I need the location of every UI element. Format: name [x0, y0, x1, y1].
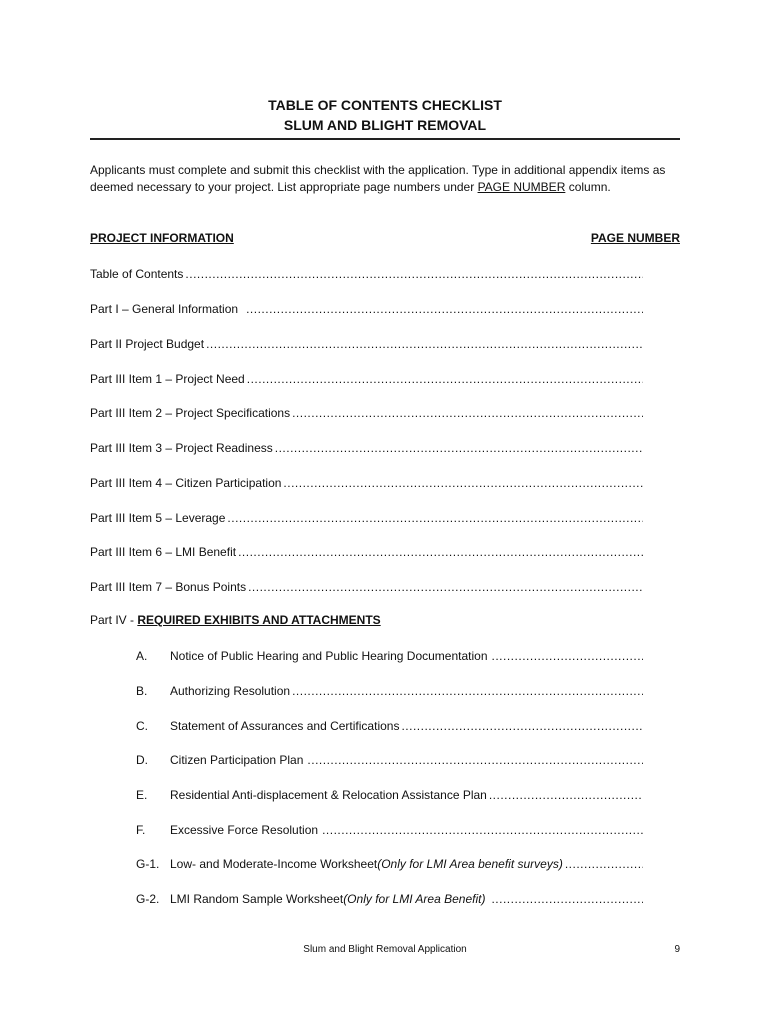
dot-leader: [489, 787, 643, 803]
dot-leader: [275, 440, 643, 456]
exhibit-label: Authorizing Resolution: [170, 684, 291, 698]
exhibit-letter: F.: [136, 823, 146, 837]
exhibit-item: [136, 718, 643, 734]
toc-item-label: Part III Item 6 – LMI Benefit: [90, 545, 237, 559]
dot-leader: [246, 301, 643, 317]
footer-title: Slum and Blight Removal Application: [303, 944, 467, 955]
title-line-1: TABLE OF CONTENTS CHECKLIST: [268, 97, 502, 113]
toc-item-label: Table of Contents: [90, 267, 184, 281]
exhibit-item: [136, 891, 643, 907]
exhibit-label: Citizen Participation Plan: [170, 753, 304, 767]
exhibit-label: LMI Random Sample Worksheet: [170, 892, 344, 906]
toc-item-label: Part III Item 4 – Citizen Participation: [90, 476, 282, 490]
exhibit-label: Residential Anti-displacement & Relocation Assistance Plan: [170, 788, 487, 802]
dot-leader: [292, 683, 643, 699]
toc-item-label: Part III Item 2 – Project Specifications: [90, 406, 291, 420]
intro-text-2: column.: [565, 180, 611, 194]
exhibit-item: [136, 752, 643, 768]
exhibit-letter: G-1.: [136, 857, 160, 871]
exhibit-item: [136, 787, 643, 803]
intro-paragraph: [90, 162, 680, 196]
dot-leader: [307, 752, 643, 768]
dot-leader: [206, 336, 643, 352]
project-information-header: PROJECT INFORMATION: [90, 231, 234, 245]
toc-item-label: Part III Item 1 – Project Need: [90, 372, 245, 386]
title-block: [90, 95, 680, 140]
dot-leader: [238, 544, 643, 560]
column-header-row: [90, 231, 680, 245]
exhibit-note: (Only for LMI Area Benefit): [343, 892, 486, 906]
part-iv-title: REQUIRED EXHIBITS AND ATTACHMENTS: [137, 613, 381, 627]
toc-item-label: Part III Item 5 – Leverage: [90, 511, 226, 525]
exhibit-label: Statement of Assurances and Certifications: [170, 719, 400, 733]
exhibit-letter: A.: [136, 649, 148, 663]
part-iv-prefix: Part IV -: [90, 613, 138, 627]
page-number: 9: [674, 944, 680, 955]
dot-leader: [565, 856, 643, 872]
toc-item: [90, 440, 643, 456]
dot-leader: [283, 475, 643, 491]
toc-item: [90, 475, 643, 491]
toc-item-label: Part III Item 3 – Project Readiness: [90, 441, 273, 455]
exhibit-item: [136, 822, 643, 838]
dot-leader: [227, 510, 643, 526]
toc-item: [90, 510, 643, 526]
toc-item: [90, 336, 643, 352]
toc-item: [90, 266, 643, 282]
toc-item: [90, 405, 643, 421]
dot-leader: [492, 648, 643, 664]
toc-item-label: Part I – General Information: [90, 302, 239, 316]
exhibit-letter: G-2.: [136, 892, 160, 906]
page-number-header: PAGE NUMBER: [590, 231, 680, 245]
dot-leader: [292, 405, 643, 421]
exhibit-label: Low- and Moderate-Income Worksheet: [170, 857, 378, 871]
dot-leader: [185, 266, 643, 282]
intro-underlined: PAGE NUMBER: [477, 180, 566, 194]
exhibit-note: (Only for LMI Area benefit surveys): [377, 857, 563, 871]
toc-item-label: Part II Project Budget: [90, 337, 205, 351]
toc-item: [90, 579, 643, 595]
exhibit-label: Excessive Force Resolution: [170, 823, 319, 837]
part-iv-heading: [90, 613, 381, 627]
exhibit-item: [136, 856, 643, 872]
exhibit-item: [136, 648, 643, 664]
title-line-2: SLUM AND BLIGHT REMOVAL: [283, 117, 487, 133]
exhibit-item: [136, 683, 643, 699]
exhibit-letter: E.: [136, 788, 148, 802]
toc-item: [90, 544, 643, 560]
exhibit-letter: D.: [136, 753, 148, 767]
toc-item: [90, 301, 643, 317]
intro-text-1: Applicants must complete and submit this checklist with the application. Type in additional appendix items as deemed necessary to your project. List appropriate page numbers under: [90, 163, 666, 194]
dot-leader: [491, 891, 643, 907]
toc-item: [90, 371, 643, 387]
dot-leader: [247, 371, 643, 387]
exhibit-label: Notice of Public Hearing and Public Hearing Documentation: [170, 649, 488, 663]
exhibit-letter: B.: [136, 684, 148, 698]
dot-leader: [401, 718, 643, 734]
exhibit-letter: C.: [136, 719, 148, 733]
dot-leader: [322, 822, 643, 838]
page-footer: [90, 944, 680, 955]
dot-leader: [248, 579, 643, 595]
toc-item-label: Part III Item 7 – Bonus Points: [90, 580, 247, 594]
